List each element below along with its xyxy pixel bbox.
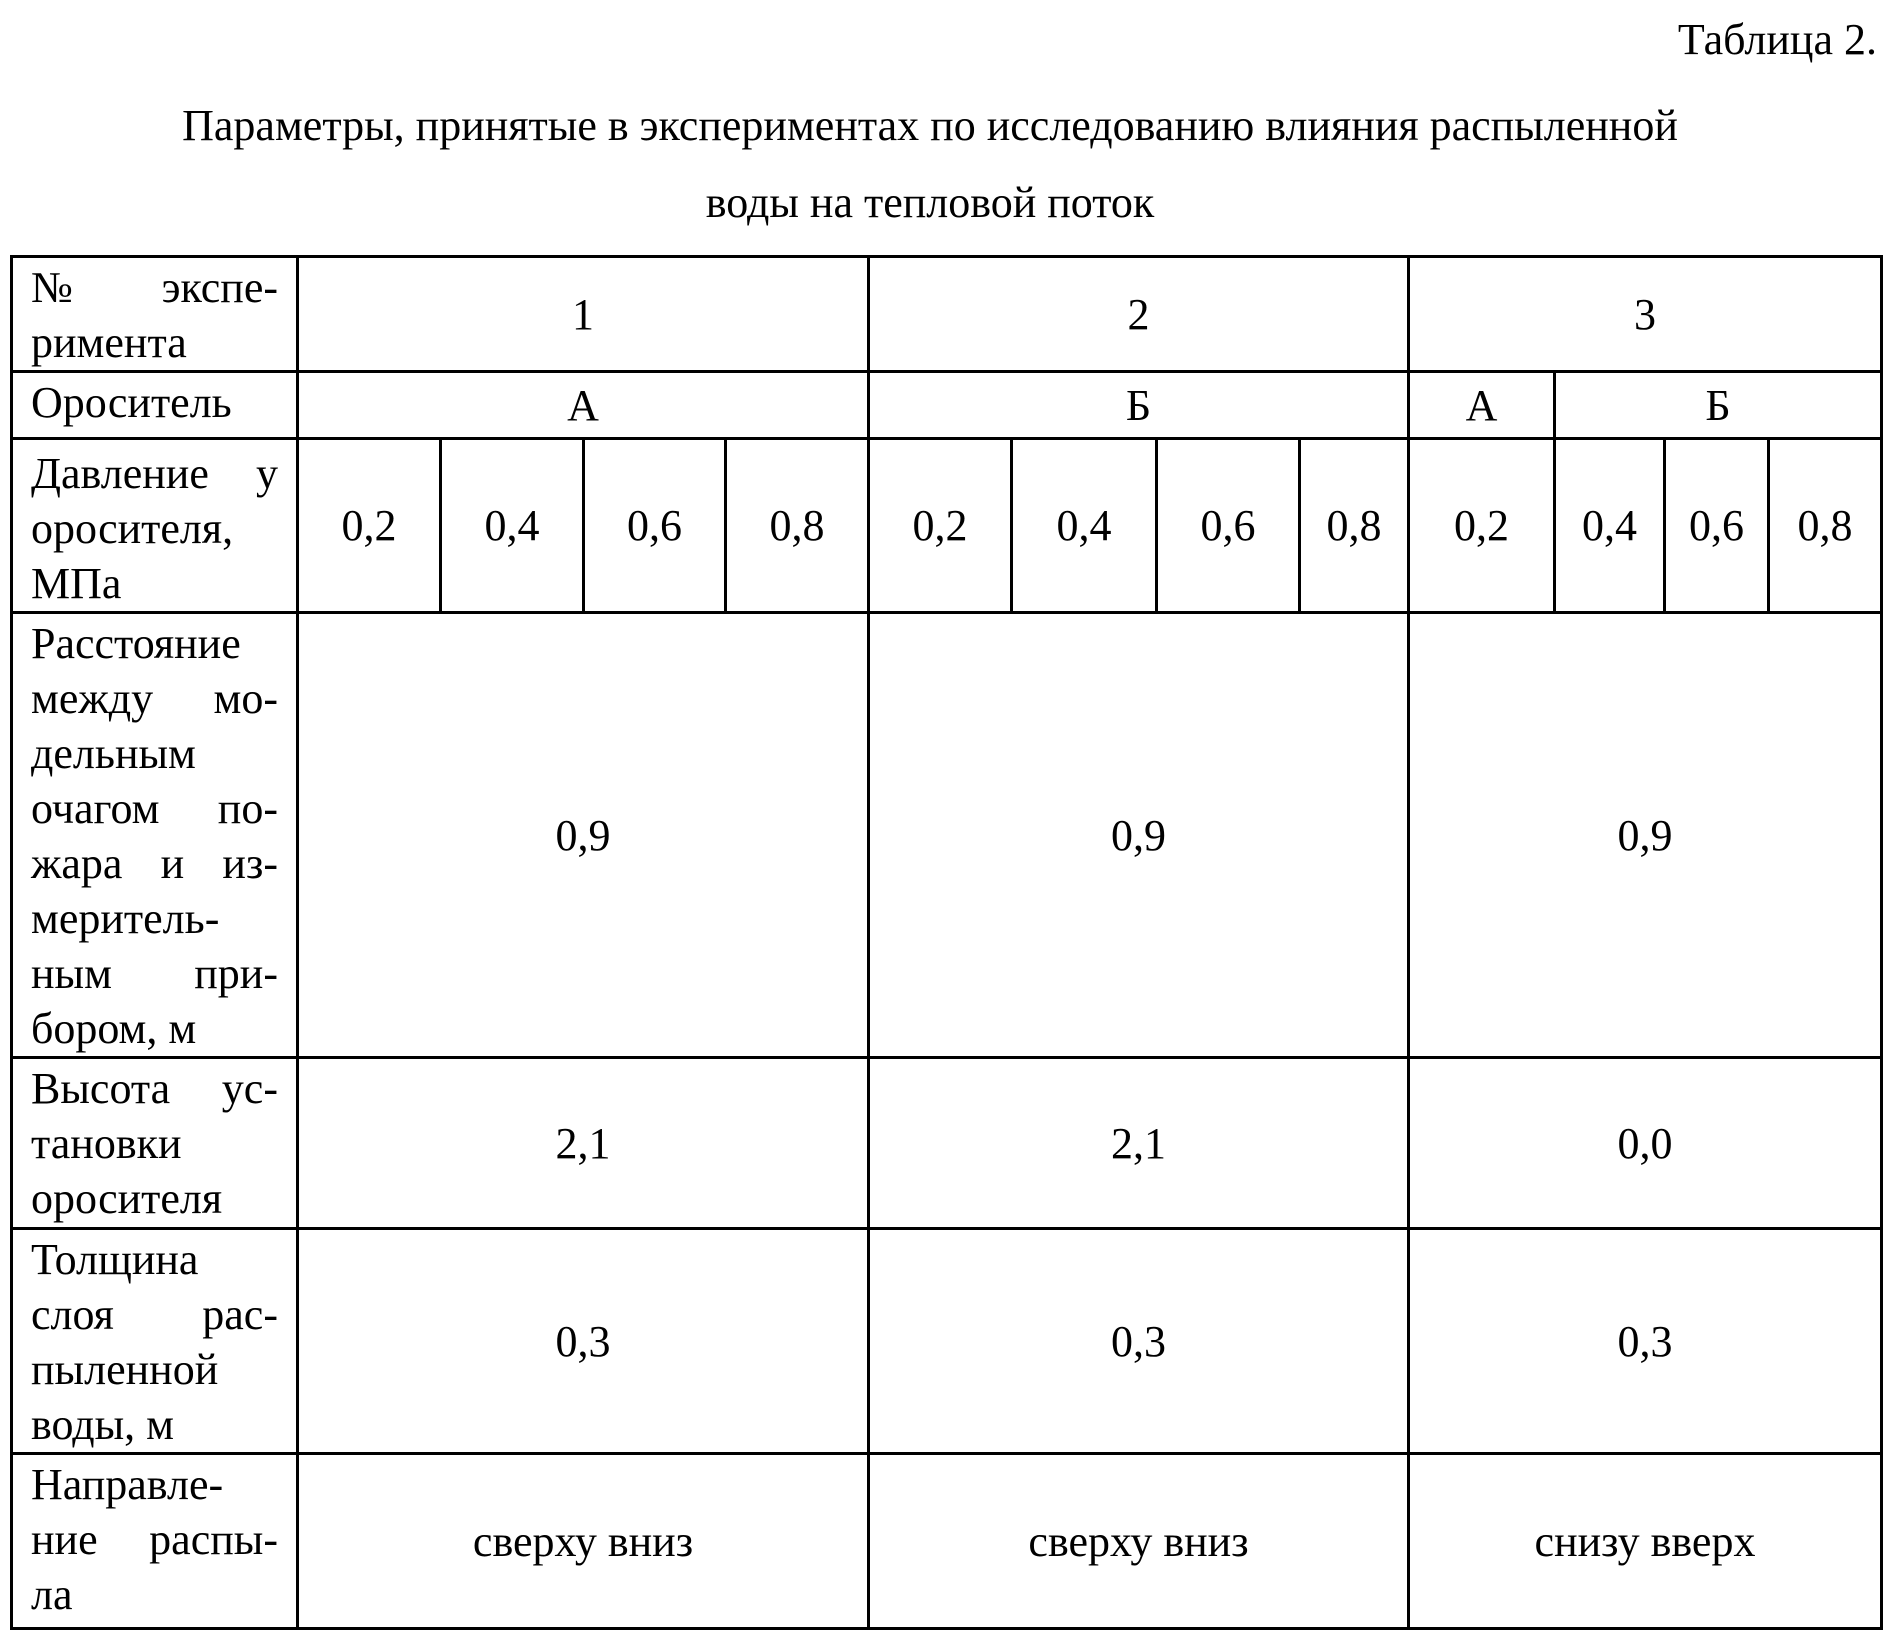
table-title-line-1: Параметры, принятые в экспериментах по исследованию влияния распыленной <box>182 101 1678 150</box>
table-row-distance <box>12 613 1882 1058</box>
pressure-cell: 0,8 <box>726 439 869 613</box>
pressure-cell: 0,8 <box>1769 439 1882 613</box>
pressure-cell: 0,6 <box>1665 439 1769 613</box>
pressure-cell: 0,6 <box>584 439 726 613</box>
pressure-cell: 0,4 <box>1012 439 1157 613</box>
table-row-thickness <box>12 1229 1882 1454</box>
height-cell: 2,1 <box>869 1058 1409 1229</box>
distance-cell: 0,9 <box>298 613 869 1058</box>
thickness-cell: 0,3 <box>869 1229 1409 1454</box>
experiment-number-cell: 3 <box>1409 257 1882 372</box>
direction-cell: сверху вниз <box>869 1454 1409 1629</box>
pressure-cell: 0,2 <box>1409 439 1555 613</box>
table-row-height <box>12 1058 1882 1229</box>
experiment-number-cell: 2 <box>869 257 1409 372</box>
row-label-thickness: Толщина слоя рас-пыленной воды, м <box>12 1229 298 1454</box>
distance-cell: 0,9 <box>869 613 1409 1058</box>
pressure-cell: 0,4 <box>441 439 584 613</box>
sprinkler-cell: Б <box>869 372 1409 439</box>
parameters-table <box>10 255 1883 1630</box>
pressure-cell: 0,6 <box>1157 439 1300 613</box>
row-label-pressure: Давление у оросителя, МПа <box>12 439 298 613</box>
table-row-sprinkler <box>12 372 1882 439</box>
thickness-cell: 0,3 <box>1409 1229 1882 1454</box>
table-number: Таблица 2. <box>1677 15 1877 64</box>
pressure-cell: 0,2 <box>298 439 441 613</box>
sprinkler-cell: А <box>1409 372 1555 439</box>
row-label-sprinkler: Ороситель <box>12 372 298 439</box>
table-title-line-2: воды на тепловой поток <box>705 178 1155 227</box>
direction-cell: сверху вниз <box>298 1454 869 1629</box>
sprinkler-cell: Б <box>1555 372 1882 439</box>
table-row-experiment <box>12 257 1882 372</box>
table-row-direction <box>12 1454 1882 1629</box>
experiment-number-cell: 1 <box>298 257 869 372</box>
row-label-height: Высота ус-тановки оросителя <box>12 1058 298 1229</box>
height-cell: 2,1 <box>298 1058 869 1229</box>
pressure-cell: 0,4 <box>1555 439 1665 613</box>
row-label-direction: Направле-ние распы-ла <box>12 1454 298 1629</box>
row-label-distance: Расстояние между мо-дельным очагом по-жара и из-меритель-ным при-бором, м <box>12 613 298 1058</box>
sprinkler-cell: А <box>298 372 869 439</box>
height-cell: 0,0 <box>1409 1058 1882 1229</box>
pressure-cell: 0,8 <box>1300 439 1409 613</box>
direction-cell: снизу вверх <box>1409 1454 1882 1629</box>
row-label-experiment: № экспе-римента <box>12 257 298 372</box>
thickness-cell: 0,3 <box>298 1229 869 1454</box>
distance-cell: 0,9 <box>1409 613 1882 1058</box>
pressure-cell: 0,2 <box>869 439 1012 613</box>
table-row-pressure <box>12 439 1882 613</box>
